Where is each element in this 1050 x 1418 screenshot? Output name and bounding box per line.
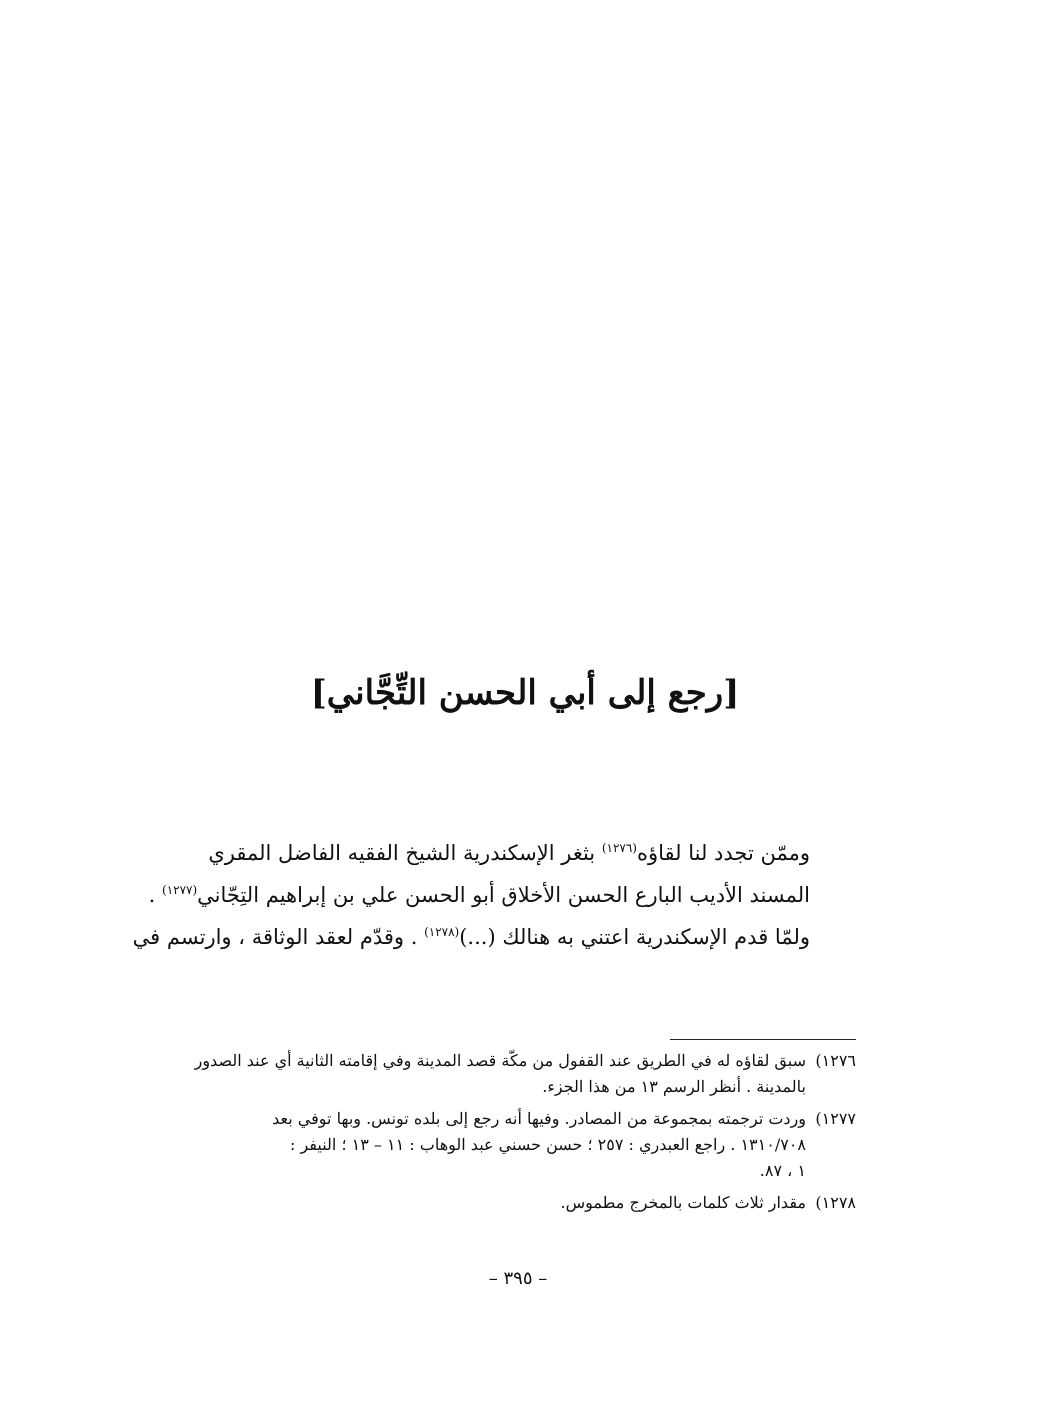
footnote-ref: (١٢٧٨) bbox=[424, 925, 460, 939]
paragraph-line bbox=[132, 914, 810, 956]
footnote-separator bbox=[670, 1039, 856, 1040]
line-text: . bbox=[148, 883, 163, 907]
footnote-body bbox=[190, 1106, 806, 1184]
footnote-line: وردت ترجمته بمجموعة من المصادر. وفيها أنه رجع إلى بلده تونس. وبها توفي بعد bbox=[272, 1109, 806, 1128]
footnote-line: ١ ، ٨٧. bbox=[759, 1161, 806, 1180]
footnote-number: ١٢٧٨) bbox=[815, 1193, 856, 1212]
footnote-ref: (١٢٧٦) bbox=[601, 841, 637, 855]
paragraph-line bbox=[190, 830, 810, 872]
footnote bbox=[190, 1106, 856, 1184]
paragraph-line bbox=[148, 872, 810, 914]
footnote-number: ١٢٧٧) bbox=[815, 1109, 856, 1128]
main-paragraph bbox=[132, 830, 810, 956]
page-number: – ٣٩٥ – bbox=[488, 1268, 548, 1289]
footnote-number: ١٢٧٦) bbox=[815, 1051, 856, 1070]
line-text: وممّن تجدد لنا لقاؤه bbox=[636, 841, 810, 865]
footnote bbox=[190, 1190, 856, 1216]
footnote-body bbox=[190, 1048, 806, 1100]
line-text: ولمّا قدم الإسكندرية اعتني به هنالك (...) bbox=[459, 925, 810, 949]
section-heading: [رجع إلى أبي الحسن التِّجَّاني] bbox=[310, 673, 740, 713]
footnotes bbox=[190, 1048, 856, 1222]
footnote-line: مقدار ثلاث كلمات بالمخرج مطموس. bbox=[560, 1193, 806, 1212]
footnote-line: بالمدينة . أنظر الرسم ١٣ من هذا الجزء. bbox=[542, 1077, 806, 1096]
line-text: . وقدّم لعقد الوثاقة ، وارتسم في bbox=[132, 925, 425, 949]
footnote bbox=[190, 1048, 856, 1100]
line-text: بثغر الإسكندرية الشيخ الفقيه الفاضل المقري bbox=[208, 841, 602, 865]
footnote-ref: (١٢٧٧) bbox=[162, 883, 198, 897]
footnote-line: ١٣١٠/٧٠٨ . راجع العبدري : ٢٥٧ ؛ حسن حسني عبد الوهاب : ١١ – ١٣ ؛ النيفر : bbox=[290, 1135, 806, 1154]
footnote-body bbox=[190, 1190, 806, 1216]
line-text: المسند الأديب البارع الحسن الأخلاق أبو الحسن علي بن إبراهيم التِجّاني bbox=[197, 883, 810, 907]
footnote-line: سبق لقاؤه له في الطريق عند القفول من مكّة قصد المدينة وفي إقامته الثانية أي عند الصدور bbox=[194, 1051, 806, 1070]
